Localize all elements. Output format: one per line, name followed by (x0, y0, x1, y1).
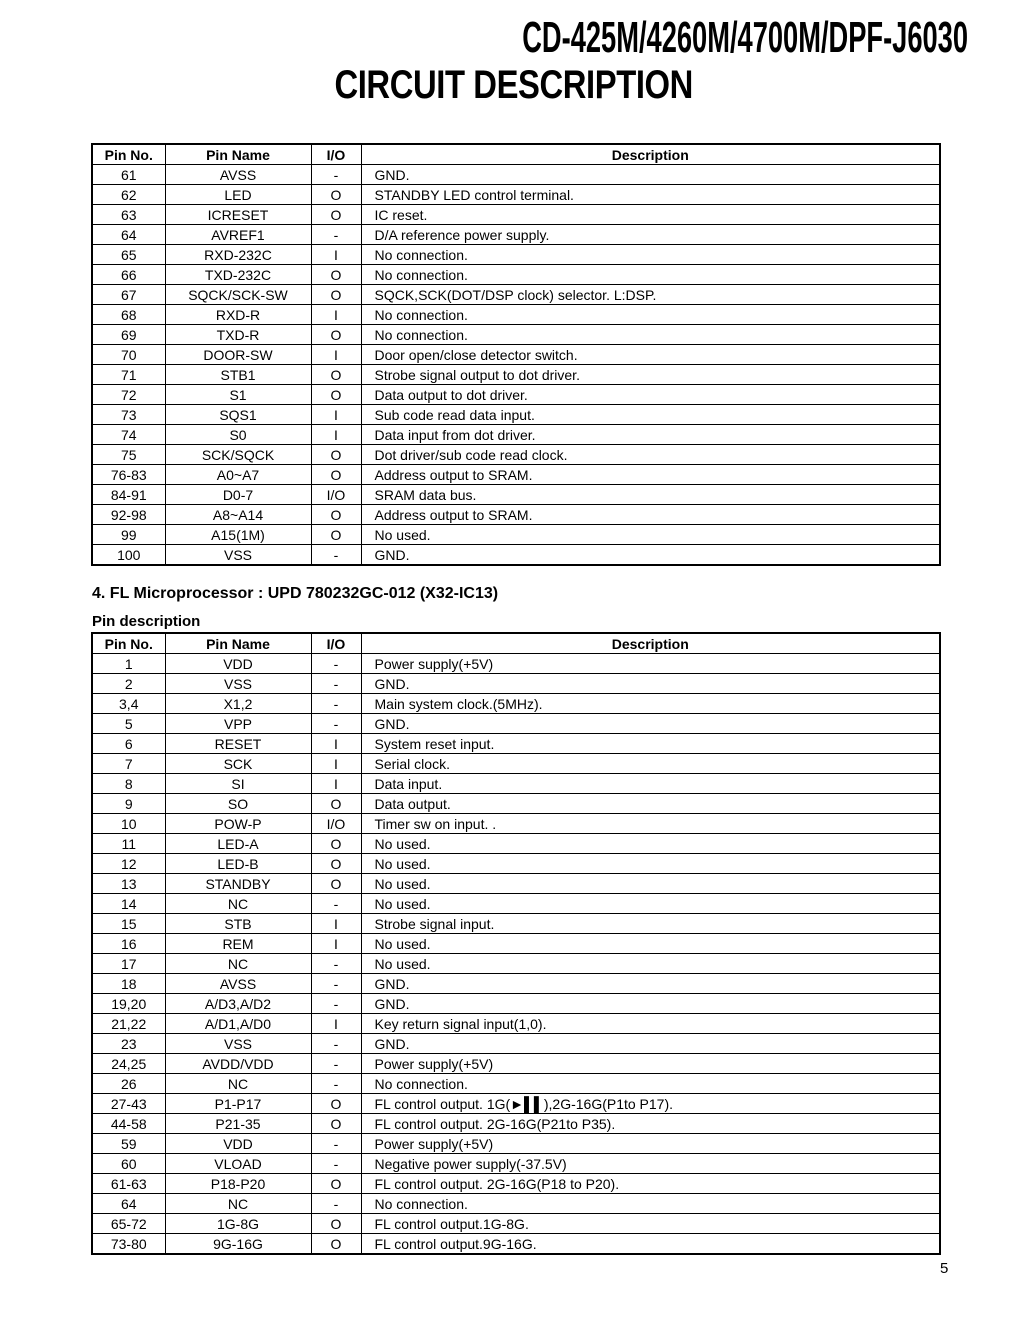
cell-io: O (311, 205, 361, 225)
cell-io: - (311, 1154, 361, 1174)
col-header-pin-no: Pin No. (92, 144, 165, 165)
cell-io: O (311, 385, 361, 405)
cell-description: GND. (361, 974, 940, 994)
cell-io: O (311, 854, 361, 874)
section-title: 4. FL Microprocessor : UPD 780232GC-012 (X32-IC13) (92, 585, 499, 602)
cell-description: STANDBY LED control terminal. (361, 185, 940, 205)
cell-pin-no: 7 (92, 754, 165, 774)
cell-pin-no: 26 (92, 1074, 165, 1094)
page-title (0, 63, 1020, 107)
cell-description: No connection. (361, 325, 940, 345)
cell-description: System reset input. (361, 734, 940, 754)
pin-table-main-cpu (91, 143, 941, 566)
cell-pin-name: SI (165, 774, 311, 794)
cell-pin-name: STB (165, 914, 311, 934)
table-row (92, 734, 940, 754)
cell-pin-name: NC (165, 954, 311, 974)
cell-description: Serial clock. (361, 754, 940, 774)
cell-description: Data input from dot driver. (361, 425, 940, 445)
table-row (92, 305, 940, 325)
cell-io: O (311, 265, 361, 285)
cell-pin-name: VSS (165, 545, 311, 566)
cell-description: SQCK,SCK(DOT/DSP clock) selector. L:DSP. (361, 285, 940, 305)
table-row (92, 365, 940, 385)
table-row (92, 954, 940, 974)
cell-pin-name: STANDBY (165, 874, 311, 894)
cell-io: O (311, 834, 361, 854)
cell-io: I (311, 345, 361, 365)
table-row (92, 1094, 940, 1114)
cell-description: GND. (361, 994, 940, 1014)
cell-description: GND. (361, 1034, 940, 1054)
cell-pin-no: 72 (92, 385, 165, 405)
cell-pin-no: 70 (92, 345, 165, 365)
pin-table-body (92, 654, 940, 1255)
cell-description: GND. (361, 674, 940, 694)
table-header-row (92, 633, 940, 654)
cell-pin-name: AVSS (165, 974, 311, 994)
cell-io: - (311, 165, 361, 185)
cell-pin-no: 99 (92, 525, 165, 545)
page-title-text: CIRCUIT DESCRIPTION (334, 63, 694, 107)
table-row (92, 1014, 940, 1034)
table-row (92, 225, 940, 245)
cell-pin-name: X1,2 (165, 694, 311, 714)
table-row (92, 1134, 940, 1154)
cell-io: O (311, 1094, 361, 1114)
cell-pin-name: ICRESET (165, 205, 311, 225)
table-row (92, 1034, 940, 1054)
cell-pin-no: 59 (92, 1134, 165, 1154)
cell-pin-no: 5 (92, 714, 165, 734)
cell-pin-name: LED-A (165, 834, 311, 854)
cell-description: No used. (361, 854, 940, 874)
cell-pin-no: 17 (92, 954, 165, 974)
cell-io: - (311, 1034, 361, 1054)
cell-io: I (311, 934, 361, 954)
cell-pin-no: 76-83 (92, 465, 165, 485)
cell-description: FL control output. 2G-16G(P21to P35). (361, 1114, 940, 1134)
cell-io: - (311, 1134, 361, 1154)
cell-pin-name: LED (165, 185, 311, 205)
cell-pin-no: 84-91 (92, 485, 165, 505)
cell-pin-no: 73 (92, 405, 165, 425)
cell-io: O (311, 1234, 361, 1255)
cell-description: No used. (361, 834, 940, 854)
cell-description: No connection. (361, 265, 940, 285)
table-row (92, 674, 940, 694)
cell-pin-no: 65-72 (92, 1214, 165, 1234)
cell-description: No used. (361, 874, 940, 894)
table-row (92, 385, 940, 405)
cell-pin-no: 62 (92, 185, 165, 205)
col-header-description: Description (361, 633, 940, 654)
cell-pin-no: 60 (92, 1154, 165, 1174)
cell-pin-name: VPP (165, 714, 311, 734)
cell-pin-name: S1 (165, 385, 311, 405)
cell-pin-no: 66 (92, 265, 165, 285)
cell-pin-no: 92-98 (92, 505, 165, 525)
cell-io: I (311, 425, 361, 445)
cell-pin-name: S0 (165, 425, 311, 445)
table-row (92, 265, 940, 285)
table-row (92, 525, 940, 545)
cell-io: I/O (311, 814, 361, 834)
table-row (92, 654, 940, 674)
cell-io: O (311, 1114, 361, 1134)
cell-io: - (311, 994, 361, 1014)
cell-description: No connection. (361, 245, 940, 265)
cell-pin-name: A/D3,A/D2 (165, 994, 311, 1014)
cell-pin-name: POW-P (165, 814, 311, 834)
cell-pin-no: 9 (92, 794, 165, 814)
cell-description: Data output. (361, 794, 940, 814)
cell-description: No connection. (361, 305, 940, 325)
cell-pin-name: VSS (165, 674, 311, 694)
cell-io: O (311, 465, 361, 485)
table-row (92, 345, 940, 365)
cell-io: O (311, 874, 361, 894)
cell-io: I (311, 245, 361, 265)
cell-io: - (311, 225, 361, 245)
table-row (92, 245, 940, 265)
cell-pin-name: VDD (165, 1134, 311, 1154)
cell-io: I (311, 405, 361, 425)
section-subtitle: Pin description (92, 613, 201, 630)
page-number: 5 (940, 1260, 949, 1277)
table-row (92, 405, 940, 425)
cell-io: O (311, 285, 361, 305)
cell-io: - (311, 545, 361, 566)
cell-pin-name: A15(1M) (165, 525, 311, 545)
cell-pin-no: 18 (92, 974, 165, 994)
cell-description: Strobe signal input. (361, 914, 940, 934)
cell-pin-name: RXD-R (165, 305, 311, 325)
cell-description: SRAM data bus. (361, 485, 940, 505)
pin-table-body (92, 165, 940, 566)
cell-description: Address output to SRAM. (361, 465, 940, 485)
cell-pin-no: 100 (92, 545, 165, 566)
table-row (92, 894, 940, 914)
col-header-io: I/O (311, 144, 361, 165)
cell-description: No connection. (361, 1194, 940, 1214)
cell-pin-no: 16 (92, 934, 165, 954)
table-row (92, 1074, 940, 1094)
cell-io: I (311, 774, 361, 794)
table-row (92, 714, 940, 734)
cell-pin-name: 9G-16G (165, 1234, 311, 1255)
cell-io: I (311, 914, 361, 934)
cell-pin-name: VLOAD (165, 1154, 311, 1174)
cell-pin-no: 75 (92, 445, 165, 465)
table-row (92, 1214, 940, 1234)
cell-io: O (311, 794, 361, 814)
table-row (92, 545, 940, 566)
cell-pin-no: 6 (92, 734, 165, 754)
cell-pin-name: RESET (165, 734, 311, 754)
cell-pin-no: 67 (92, 285, 165, 305)
table-row (92, 185, 940, 205)
cell-pin-no: 61-63 (92, 1174, 165, 1194)
table-row (92, 1234, 940, 1255)
table-row (92, 794, 940, 814)
cell-io: - (311, 714, 361, 734)
cell-description: Data output to dot driver. (361, 385, 940, 405)
cell-description: FL control output. 2G-16G(P18 to P20). (361, 1174, 940, 1194)
cell-pin-name: AVSS (165, 165, 311, 185)
table-row (92, 1174, 940, 1194)
table-row (92, 814, 940, 834)
cell-io: I/O (311, 485, 361, 505)
cell-pin-no: 64 (92, 1194, 165, 1214)
cell-description: No connection. (361, 1074, 940, 1094)
table-row (92, 914, 940, 934)
cell-io: - (311, 954, 361, 974)
table-row (92, 1154, 940, 1174)
table-row (92, 834, 940, 854)
cell-pin-no: 44-58 (92, 1114, 165, 1134)
cell-pin-no: 10 (92, 814, 165, 834)
col-header-pin-no: Pin No. (92, 633, 165, 654)
cell-pin-no: 3,4 (92, 694, 165, 714)
table-row (92, 205, 940, 225)
cell-io: O (311, 185, 361, 205)
cell-io: O (311, 365, 361, 385)
cell-description: FL control output.9G-16G. (361, 1234, 940, 1255)
cell-pin-no: 24,25 (92, 1054, 165, 1074)
cell-io: - (311, 674, 361, 694)
table-row (92, 754, 940, 774)
table-row (92, 994, 940, 1014)
table-row (92, 774, 940, 794)
table-row (92, 165, 940, 185)
cell-description: IC reset. (361, 205, 940, 225)
col-header-description: Description (361, 144, 940, 165)
cell-pin-no: 2 (92, 674, 165, 694)
cell-pin-name: AVREF1 (165, 225, 311, 245)
cell-pin-name: SCK/SQCK (165, 445, 311, 465)
table-row (92, 854, 940, 874)
cell-pin-name: SCK (165, 754, 311, 774)
cell-pin-no: 69 (92, 325, 165, 345)
cell-pin-name: TXD-R (165, 325, 311, 345)
cell-pin-name: 1G-8G (165, 1214, 311, 1234)
cell-pin-name: AVDD/VDD (165, 1054, 311, 1074)
table-row (92, 1054, 940, 1074)
table-row (92, 445, 940, 465)
cell-io: I (311, 305, 361, 325)
cell-description: GND. (361, 545, 940, 566)
cell-io: O (311, 1214, 361, 1234)
cell-pin-name: SQS1 (165, 405, 311, 425)
cell-description: Strobe signal output to dot driver. (361, 365, 940, 385)
cell-pin-name: A8~A14 (165, 505, 311, 525)
cell-io: - (311, 894, 361, 914)
cell-description: D/A reference power supply. (361, 225, 940, 245)
cell-pin-name: A/D1,A/D0 (165, 1014, 311, 1034)
table-header-row (92, 144, 940, 165)
cell-io: - (311, 1054, 361, 1074)
cell-io: O (311, 1174, 361, 1194)
cell-pin-no: 14 (92, 894, 165, 914)
cell-pin-name: D0-7 (165, 485, 311, 505)
table-row (92, 934, 940, 954)
cell-io: O (311, 525, 361, 545)
cell-pin-name: A0~A7 (165, 465, 311, 485)
table-row (92, 425, 940, 445)
table-row (92, 325, 940, 345)
cell-pin-no: 27-43 (92, 1094, 165, 1114)
cell-description: GND. (361, 165, 940, 185)
pin-table-fl-microprocessor (91, 632, 941, 1255)
col-header-pin-name: Pin Name (165, 144, 311, 165)
cell-pin-no: 71 (92, 365, 165, 385)
table-row (92, 694, 940, 714)
cell-pin-no: 23 (92, 1034, 165, 1054)
cell-pin-name: NC (165, 1194, 311, 1214)
table-row (92, 485, 940, 505)
cell-io: I (311, 734, 361, 754)
cell-pin-name: SQCK/SCK-SW (165, 285, 311, 305)
cell-pin-no: 63 (92, 205, 165, 225)
table-row (92, 1194, 940, 1214)
cell-pin-no: 74 (92, 425, 165, 445)
cell-pin-no: 1 (92, 654, 165, 674)
cell-pin-no: 8 (92, 774, 165, 794)
cell-io: - (311, 654, 361, 674)
cell-description: Key return signal input(1,0). (361, 1014, 940, 1034)
cell-description: Dot driver/sub code read clock. (361, 445, 940, 465)
cell-description: Main system clock.(5MHz). (361, 694, 940, 714)
cell-io: I (311, 1014, 361, 1034)
cell-pin-name: VDD (165, 654, 311, 674)
cell-pin-name: SO (165, 794, 311, 814)
table-row (92, 285, 940, 305)
cell-pin-name: RXD-232C (165, 245, 311, 265)
cell-pin-name: STB1 (165, 365, 311, 385)
cell-pin-no: 21,22 (92, 1014, 165, 1034)
model-number-header: CD-425M/4260M/4700M/DPF-J6030 (522, 13, 968, 62)
cell-pin-no: 68 (92, 305, 165, 325)
cell-description: Sub code read data input. (361, 405, 940, 425)
cell-pin-no: 19,20 (92, 994, 165, 1014)
cell-pin-name: P21-35 (165, 1114, 311, 1134)
cell-description: Timer sw on input. . (361, 814, 940, 834)
cell-io: - (311, 1074, 361, 1094)
cell-pin-name: P1-P17 (165, 1094, 311, 1114)
cell-io: O (311, 325, 361, 345)
cell-pin-name: REM (165, 934, 311, 954)
cell-description: GND. (361, 714, 940, 734)
cell-pin-name: TXD-232C (165, 265, 311, 285)
table-row (92, 465, 940, 485)
cell-description: Power supply(+5V) (361, 1134, 940, 1154)
cell-description: Power supply(+5V) (361, 1054, 940, 1074)
cell-pin-no: 13 (92, 874, 165, 894)
col-header-io: I/O (311, 633, 361, 654)
cell-description: Door open/close detector switch. (361, 345, 940, 365)
cell-io: - (311, 974, 361, 994)
cell-pin-no: 61 (92, 165, 165, 185)
col-header-pin-name: Pin Name (165, 633, 311, 654)
cell-io: O (311, 505, 361, 525)
cell-description: Negative power supply(-37.5V) (361, 1154, 940, 1174)
cell-description: No used. (361, 894, 940, 914)
table-row (92, 1114, 940, 1134)
cell-io: I (311, 754, 361, 774)
cell-description: FL control output.1G-8G. (361, 1214, 940, 1234)
table-row (92, 505, 940, 525)
cell-pin-name: NC (165, 1074, 311, 1094)
cell-pin-no: 15 (92, 914, 165, 934)
cell-description: Address output to SRAM. (361, 505, 940, 525)
cell-pin-name: VSS (165, 1034, 311, 1054)
cell-description: No used. (361, 934, 940, 954)
cell-description: No used. (361, 525, 940, 545)
cell-description: No used. (361, 954, 940, 974)
cell-description: FL control output. 1G(►▌▌),2G-16G(P1to P17). (361, 1094, 940, 1114)
cell-pin-no: 65 (92, 245, 165, 265)
cell-description: Data input. (361, 774, 940, 794)
cell-pin-name: NC (165, 894, 311, 914)
cell-io: - (311, 1194, 361, 1214)
cell-pin-name: DOOR-SW (165, 345, 311, 365)
cell-io: - (311, 694, 361, 714)
table-row (92, 874, 940, 894)
cell-pin-name: LED-B (165, 854, 311, 874)
cell-pin-no: 11 (92, 834, 165, 854)
cell-pin-no: 64 (92, 225, 165, 245)
cell-pin-no: 12 (92, 854, 165, 874)
cell-description: Power supply(+5V) (361, 654, 940, 674)
cell-pin-name: P18-P20 (165, 1174, 311, 1194)
table-row (92, 974, 940, 994)
cell-io: O (311, 445, 361, 465)
cell-pin-no: 73-80 (92, 1234, 165, 1255)
